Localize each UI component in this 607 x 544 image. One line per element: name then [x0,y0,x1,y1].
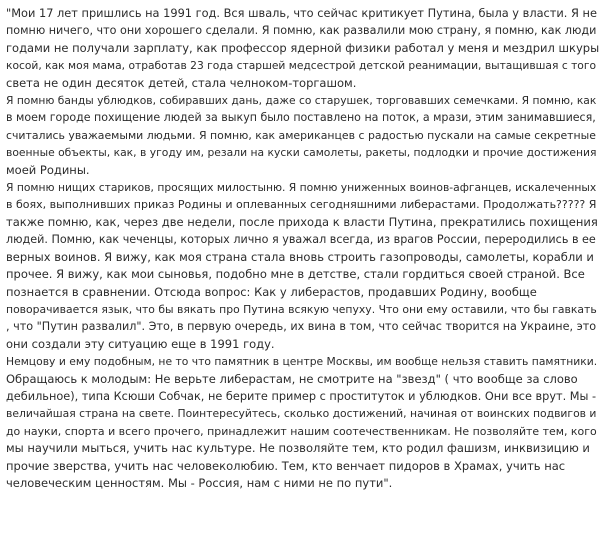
text-line: они создали эту ситуацию еще в 1991 году. [6,336,275,351]
text-line: прочее. Я вижу, как мои сыновья, подобно мне в детстве, стали гордиться своей страной. Все [6,267,585,282]
text-line: мы научили мыться, учить нас культуре. Не позволяйте тем, кто родил фашизм, инквизицию и [6,441,590,456]
text-line: Немцову и ему подобным, не то что памятник в центре Москвы, им вообще нельзя ставить памятники. [6,355,598,369]
text-line: поворачивается язык, что бы вякать про Путина всякую чепуху. Что они ему оставили, что бы гавкать [6,302,597,316]
text-line: также помню, как, через две недели, после прихода к власти Путина, прекратились похищения [6,214,598,229]
text-line: до науки, спорта и всего прочего, принадлежит нашим соотечественникам. Не позволяйте тем, кого [6,424,597,438]
text-line: , что "Путин развалил". Это, в первую очередь, их вина в том, что сейчас творится на Украине, это [6,320,597,334]
text-line: света не один десяток детей, стала челноком-торгашом. [6,75,357,90]
text-line: людей. Помню, как чеченцы, которых лично я уважал всегда, из врагов России, переродились в ее [6,233,596,247]
text-line: прочие зверства, учить нас человеколюбию. Тем, кто венчает пидоров в Храмах, учить нас [6,458,566,473]
text-line: "Мои 17 лет пришлись на 1991 год. Вся шваль, что сейчас критикует Путина, была у власти. Я не [6,6,597,20]
text-line: Я помню нищих стариков, просящих милостыню. Я помню униженных воинов-афганцев, искалеченных [6,181,597,195]
text-line: познается в сравнении. Отсюда вопрос: Как у либерастов, продавших Родину, вообще [6,284,537,299]
text-line: человеческим ценностям. Мы - Россия, нам с ними не по пути". [6,475,393,490]
text-line: военные объекты, как, в угоду им, резали на куски самолеты, ракеты, подлодки и прочие достижения [6,146,597,160]
text-line: дебильное), типа Ксюши Собчак, не берите пример с проституток и ублюдков. Они все врут. Мы - [6,389,597,403]
text-line: годами не получали зарплату, как профессор ядерной физики работал у меня и мездрил шкуры [6,40,600,55]
text-line: в моем городе похищение людей за выкуп было поставлено на поток, а мрази, этим занимавшиеся, [6,111,596,125]
text-line: верных воинов. Я вижу, как моя страна стала вновь строить газопроводы, самолеты, корабли и [6,249,594,264]
text-line: Обращаюсь к молодым: Не верьте либерастам, не смотрите на "звезд" ( что вообще за слово [6,371,578,386]
text-line: помню ничего, что они хорошего сделали. Я помню, как развалили мою страну, я помню, как люди [6,24,597,38]
text-line: в боях, выполнивших приказ Родины и оплеванных сегодняшними либерастами. Продолжать????? Я [6,198,597,212]
text-line: моей Родины. [6,162,90,177]
text-line: величайшая страна на свете. Поинтересуйтесь, сколько достижений, начиная от воинских подвигов и [6,407,597,421]
text-line: Я помню банды ублюдков, собиравших дань, даже со старушек, торговавших семечками. Я помню, как [6,94,597,108]
text-line: косой, как моя мама, отработав 23 года старшей медсестрой детской реанимации, вытащившая с того [6,59,597,73]
text-line: считались уважаемыми людьми. Я помню, как американцев с радостью пускали на самые секретные [6,128,596,142]
